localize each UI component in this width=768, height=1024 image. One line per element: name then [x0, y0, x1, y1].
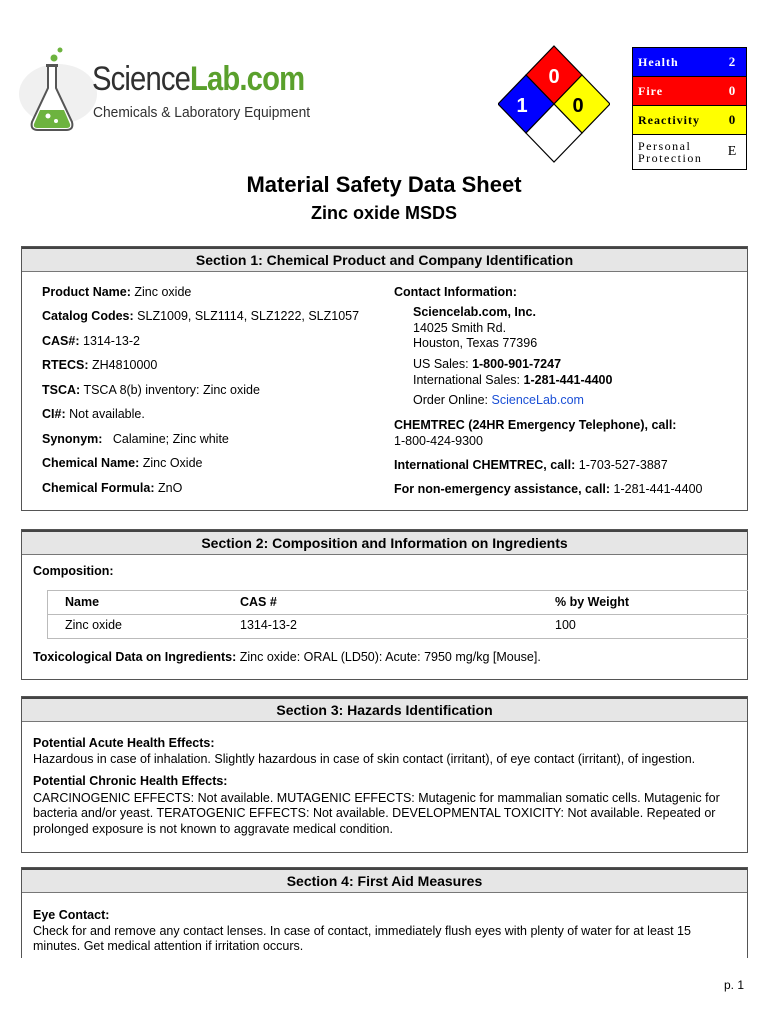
- chemtrec-number: 1-800-424-9300: [394, 434, 483, 448]
- address-line-1: 14025 Smith Rd.: [413, 321, 507, 335]
- column-header-weight: % by Weight: [555, 595, 630, 609]
- hazard-row-personal-protection: Personal Protection E: [633, 135, 746, 169]
- hazard-row-health: Health 2: [633, 48, 746, 77]
- logo-tagline: Chemicals & Laboratory Equipment: [93, 104, 311, 121]
- chemical-formula-field: Chemical Formula: ZnO: [42, 481, 183, 495]
- page-number: p. 1: [723, 978, 744, 992]
- section-2: [21, 529, 748, 680]
- sciencelab-link[interactable]: ScienceLab.com: [491, 393, 584, 407]
- catalog-codes-field: Catalog Codes: SLZ1009, SLZ1114, SLZ1222, SLZ1057: [42, 309, 360, 323]
- composition-label: Composition:: [33, 564, 114, 578]
- eye-contact-line-2: minutes. Get medical attention if irritation occurs.: [33, 939, 304, 953]
- international-sales: International Sales: 1-281-441-4400: [413, 373, 613, 387]
- chronic-effects-line-1: CARCINOGENIC EFFECTS: Not available. MUTAGENIC EFFECTS: Mutagenic for mammalian somatic cells. Mutagenic for: [33, 791, 720, 805]
- composition-table: [47, 590, 748, 639]
- hazard-rating-table: [632, 47, 747, 170]
- chronic-effects-line-2: bacteria and/or yeast. TERATOGENIC EFFECTS: Not available. DEVELOPMENTAL TOXICITY: Not available. Repeated or: [33, 806, 716, 820]
- table-cell-weight: 100: [555, 618, 576, 632]
- us-sales: US Sales: 1-800-901-7247: [413, 357, 562, 371]
- chronic-effects-label: Potential Chronic Health Effects:: [33, 774, 228, 788]
- page-title: Material Safety Data Sheet: [246, 172, 522, 197]
- column-header-cas: CAS #: [240, 595, 277, 609]
- nfpa-diamond-icon: [498, 44, 610, 166]
- eye-contact-label: Eye Contact:: [33, 908, 110, 922]
- eye-contact-line-1: Check for and remove any contact lenses. In case of contact, immediately flush eyes with plenty of water for at least 15: [33, 924, 691, 938]
- tsca-field: TSCA: TSCA 8(b) inventory: Zinc oxide: [42, 383, 260, 397]
- section-4: [21, 867, 748, 958]
- chemical-name-field: Chemical Name: Zinc Oxide: [42, 456, 203, 470]
- nfpa-health-value: 1: [516, 95, 528, 117]
- ci-field: CI#: Not available.: [42, 407, 145, 421]
- hazard-row-fire: Fire 0: [633, 77, 746, 106]
- section-3-heading: Section 3: Hazards Identification: [22, 697, 747, 722]
- order-online: Order Online: ScienceLab.com: [413, 393, 584, 407]
- rtecs-field: RTECS: ZH4810000: [42, 358, 158, 372]
- company-name: Sciencelab.com, Inc.: [413, 305, 536, 319]
- section-1-heading: Section 1: Chemical Product and Company Identification: [22, 247, 747, 272]
- section-1: [21, 246, 748, 511]
- table-cell-name: Zinc oxide: [65, 618, 122, 632]
- chronic-effects-line-3: prolonged exposure is not known to aggravate medical condition.: [33, 822, 393, 836]
- synonym-field: Synonym: Calamine; Zinc white: [42, 432, 229, 446]
- toxicological-data: Toxicological Data on Ingredients: Zinc oxide: ORAL (LD50): Acute: 7950 mg/kg [Mouse].: [33, 650, 541, 664]
- section-2-heading: Section 2: Composition and Information on Ingredients: [22, 530, 747, 555]
- cas-field: CAS#: 1314-13-2: [42, 334, 140, 348]
- column-header-name: Name: [65, 595, 100, 609]
- acute-effects-label: Potential Acute Health Effects:: [33, 736, 215, 750]
- table-cell-cas: 1314-13-2: [240, 618, 297, 632]
- nfpa-fire-value: 0: [548, 66, 560, 88]
- page-subtitle: Zinc oxide MSDS: [310, 203, 458, 223]
- contact-info-label: Contact Information:: [394, 285, 517, 299]
- section-3: [21, 696, 748, 853]
- non-emergency: For non-emergency assistance, call: 1-281-441-4400: [394, 482, 703, 496]
- chemtrec-label: CHEMTREC (24HR Emergency Telephone), call:: [394, 418, 677, 432]
- acute-effects-text: Hazardous in case of inhalation. Slightly hazardous in case of skin contact (irritant), of eye contact (irritant), of ingestion.: [33, 752, 696, 766]
- section-4-heading: Section 4: First Aid Measures: [22, 868, 747, 893]
- intl-chemtrec: International CHEMTREC, call: 1-703-527-3887: [394, 458, 668, 472]
- nfpa-reactivity-value: 0: [572, 95, 584, 117]
- hazard-row-reactivity: Reactivity 0: [633, 106, 746, 135]
- address-line-2: Houston, Texas 77396: [413, 336, 538, 350]
- product-name-field: Product Name: Zinc oxide: [42, 285, 192, 299]
- logo-wordmark: ScienceLab.com: [92, 60, 305, 98]
